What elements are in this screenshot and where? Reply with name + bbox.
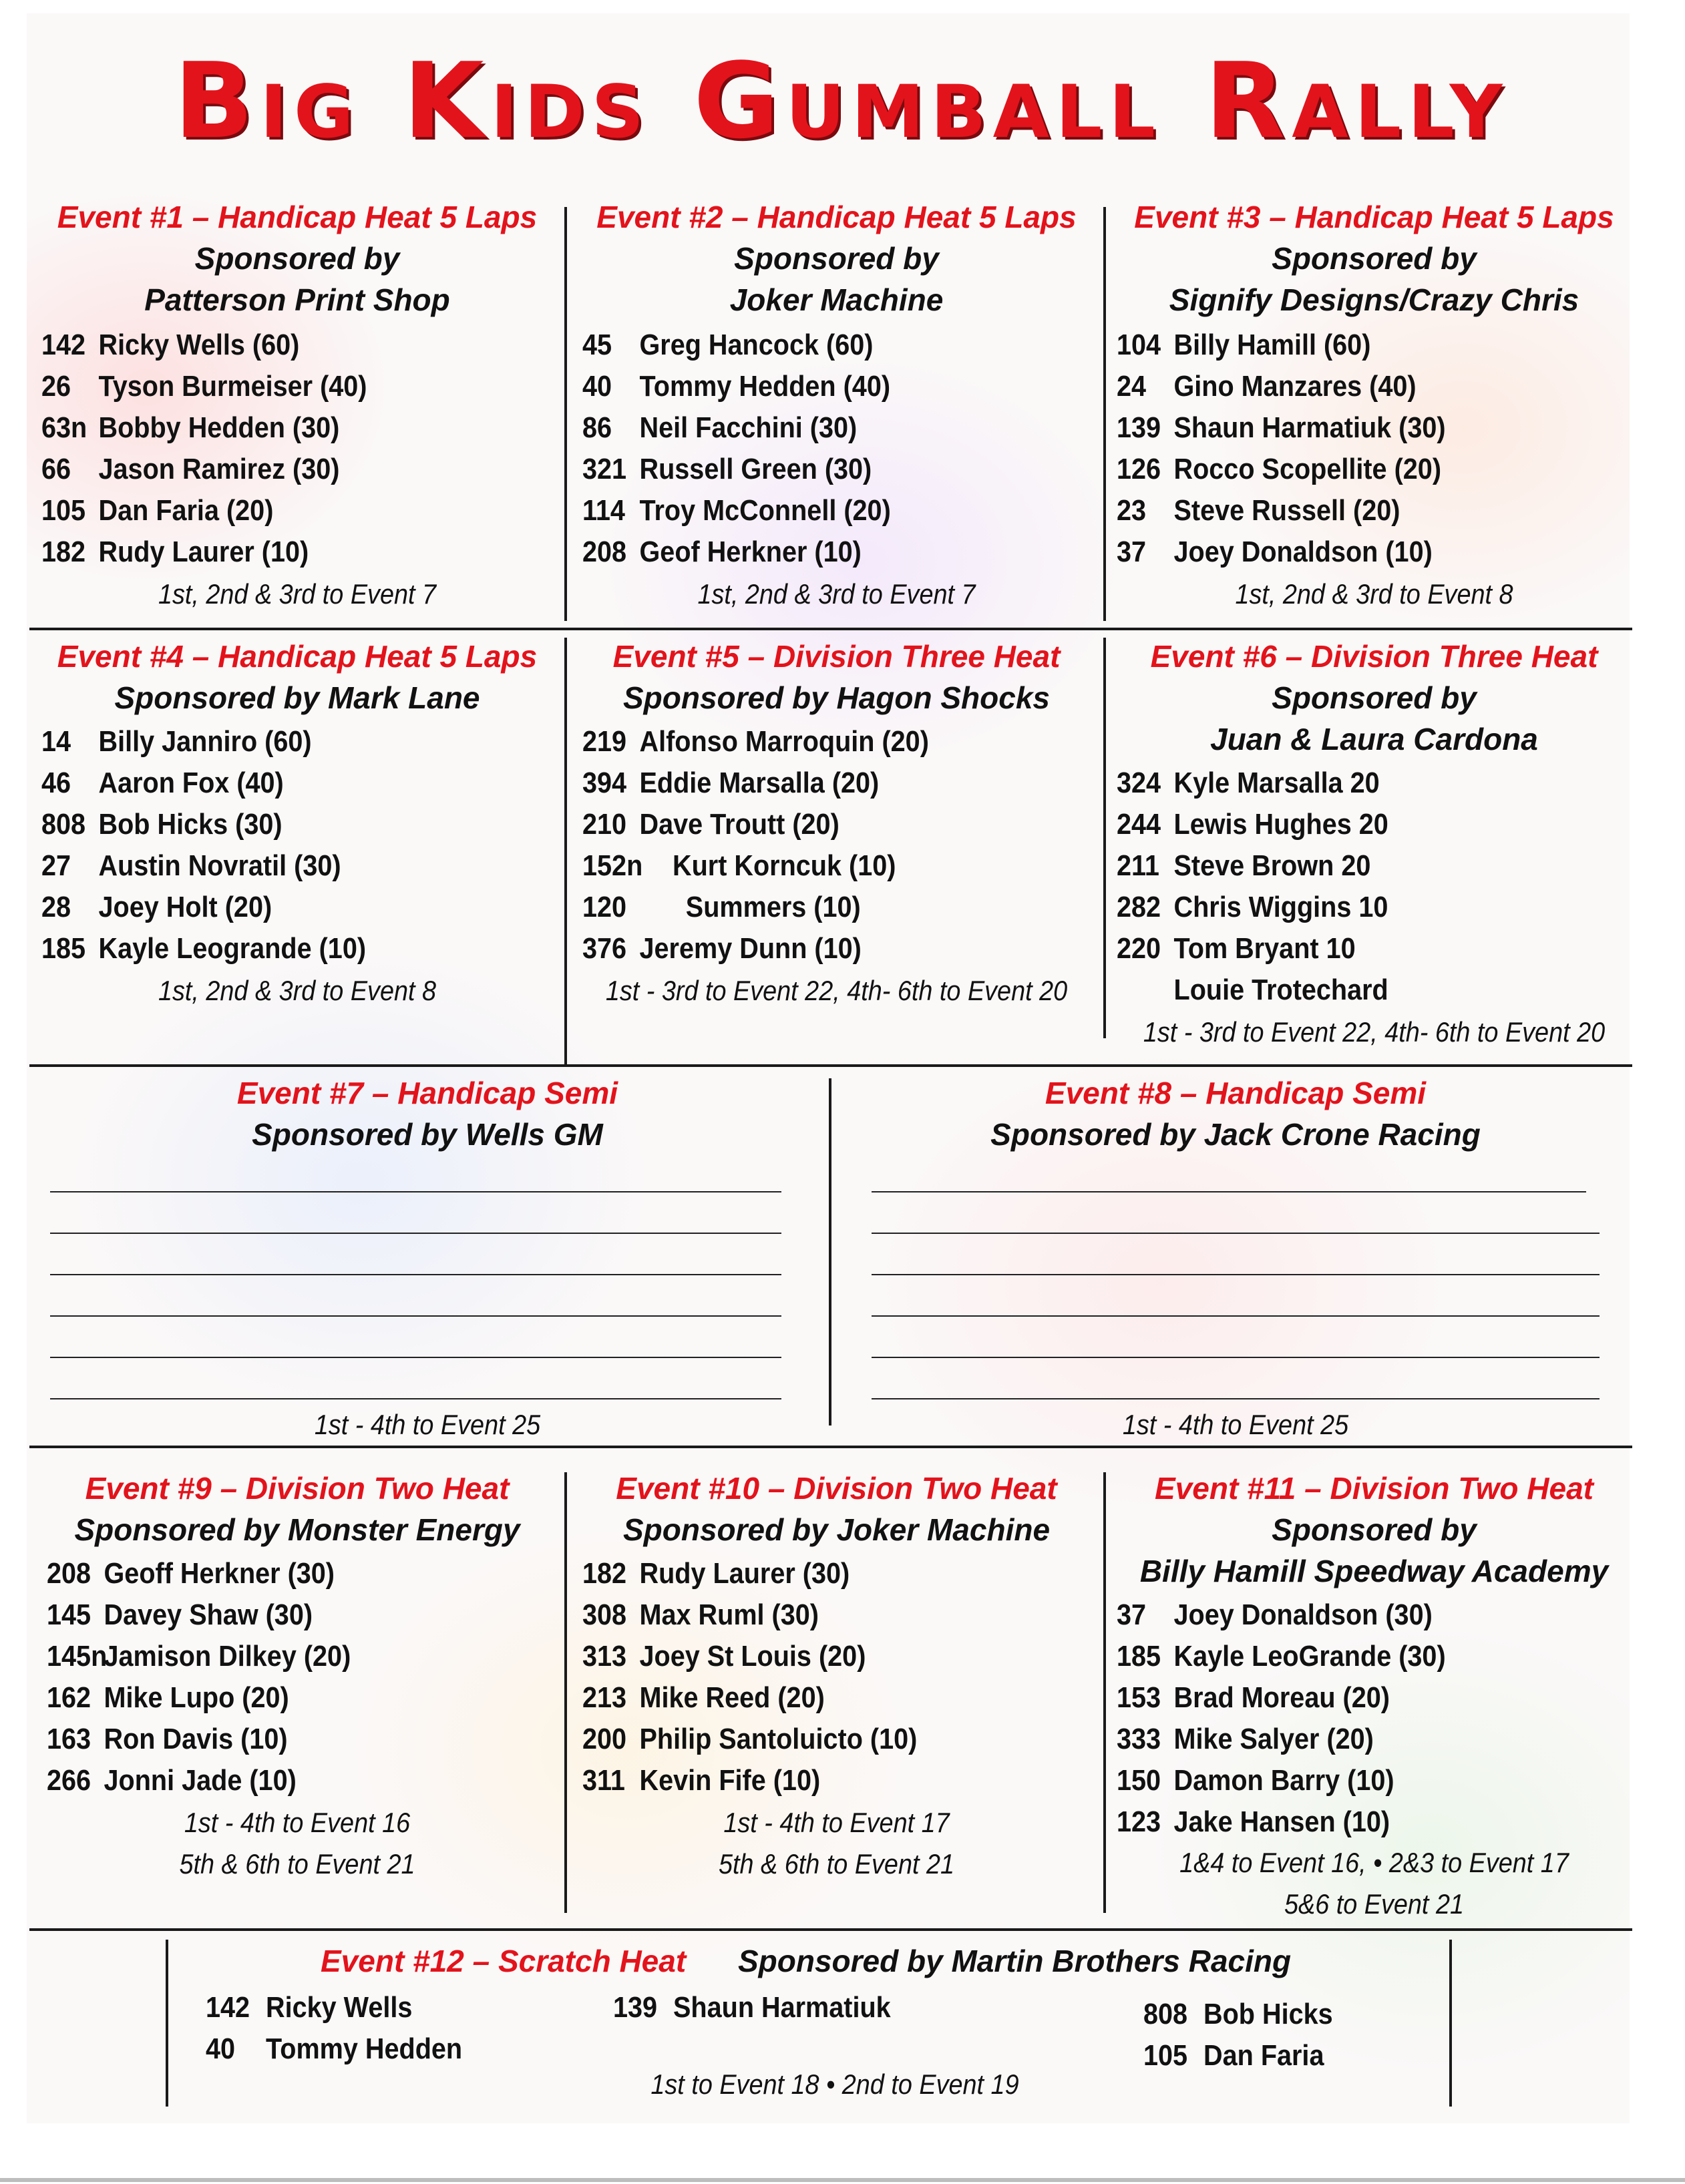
driver-row xyxy=(1117,1640,1446,1673)
page-edge xyxy=(0,2178,1685,2182)
driver-row xyxy=(41,535,309,569)
driver-row xyxy=(41,453,339,486)
car-number: 313 xyxy=(582,1640,627,1673)
car-number: 145n xyxy=(47,1640,108,1673)
car-number: 211 xyxy=(1117,849,1159,882)
driver-row xyxy=(41,329,299,362)
driver-row xyxy=(613,1991,891,2024)
driver-row xyxy=(1117,535,1433,569)
event-11-advancement: 5&6 to Event 21 xyxy=(1284,1888,1464,1920)
driver-row xyxy=(1117,1681,1390,1715)
driver-name: Dan Faria xyxy=(1203,2039,1324,2072)
driver-name: Joey Donaldson (10) xyxy=(1173,535,1433,568)
event-2-advancement: 1st, 2nd & 3rd to Event 7 xyxy=(697,578,976,610)
event-5-sponsor: Sponsored by Hagon Shocks xyxy=(623,680,1050,715)
event-4-title: Event #4 – Handicap Heat 5 Laps xyxy=(57,639,538,674)
driver-name: Max Ruml (30) xyxy=(639,1598,819,1631)
driver-row xyxy=(582,808,839,841)
driver-row xyxy=(41,494,273,527)
event-10-advancement: 5th & 6th to Event 21 xyxy=(718,1848,955,1880)
driver-row xyxy=(206,2032,462,2066)
event-11-sponsor-label: Sponsored by xyxy=(1272,1512,1477,1547)
driver-name: Mike Salyer (20) xyxy=(1173,1723,1374,1755)
car-number: 308 xyxy=(582,1598,627,1631)
write-in-line xyxy=(872,1191,1586,1192)
divider xyxy=(29,1928,1632,1931)
write-in-line xyxy=(50,1274,781,1275)
car-number: 27 xyxy=(41,849,71,882)
event-9-title: Event #9 – Division Two Heat xyxy=(85,1471,510,1506)
driver-row xyxy=(41,725,312,758)
write-in-line xyxy=(872,1398,1600,1399)
car-number: 14 xyxy=(41,725,71,758)
driver-row xyxy=(206,1991,412,2024)
driver-row xyxy=(582,891,861,924)
page-title: Big Kids Gumball Rally xyxy=(174,40,1509,162)
driver-row xyxy=(582,453,872,486)
car-number: 40 xyxy=(582,370,612,403)
divider xyxy=(29,1064,1632,1067)
driver-name: Rudy Laurer (30) xyxy=(639,1557,850,1590)
driver-row xyxy=(1117,1598,1433,1632)
car-number: 26 xyxy=(41,370,71,403)
car-number: 376 xyxy=(582,932,627,965)
car-number: 145 xyxy=(47,1598,91,1631)
driver-name: Geof Herkner (10) xyxy=(639,535,862,568)
driver-name: Greg Hancock (60) xyxy=(639,329,874,361)
event-11-advancement: 1&4 to Event 16, • 2&3 to Event 17 xyxy=(1179,1847,1569,1878)
driver-row xyxy=(582,1681,825,1715)
driver-name: Steve Russell (20) xyxy=(1173,494,1400,527)
car-number: 104 xyxy=(1117,329,1161,361)
car-number: 40 xyxy=(206,2032,236,2065)
driver-name: Tyson Burmeiser (40) xyxy=(98,370,367,403)
driver-row xyxy=(1117,411,1446,445)
car-number: 182 xyxy=(41,535,86,568)
driver-name: Rocco Scopellite (20) xyxy=(1173,453,1442,485)
event-3-sponsor-label: Sponsored by xyxy=(1272,241,1477,276)
car-number: 28 xyxy=(41,891,71,923)
driver-name: Kayle Leogrande (10) xyxy=(98,932,367,965)
driver-name: Rudy Laurer (10) xyxy=(98,535,309,568)
driver-row xyxy=(1143,1998,1333,2031)
driver-name: Russell Green (30) xyxy=(639,453,872,485)
car-number: 266 xyxy=(47,1764,91,1797)
event-5-title: Event #5 – Division Three Heat xyxy=(612,639,1061,674)
driver-name: Steve Brown 20 xyxy=(1173,849,1371,882)
event-1-advancement: 1st, 2nd & 3rd to Event 7 xyxy=(158,578,437,610)
driver-name: Kyle Marsalla 20 xyxy=(1173,767,1380,799)
write-in-line xyxy=(872,1274,1600,1275)
driver-name: Davey Shaw (30) xyxy=(104,1598,313,1631)
car-number: 142 xyxy=(41,329,86,361)
driver-row xyxy=(582,411,857,445)
divider xyxy=(564,207,567,621)
driver-row xyxy=(582,1640,866,1673)
driver-row xyxy=(582,725,929,758)
car-number: 37 xyxy=(1117,1598,1147,1631)
driver-name: Ricky Wells xyxy=(266,1991,413,2024)
car-number: 162 xyxy=(47,1681,91,1714)
driver-row xyxy=(47,1640,351,1673)
event-8-title: Event #8 – Handicap Semi xyxy=(1045,1076,1427,1110)
car-number: 220 xyxy=(1117,932,1161,965)
driver-row xyxy=(1117,932,1356,965)
driver-name: Kevin Fife (10) xyxy=(639,1764,821,1797)
event-12-sponsor: Sponsored by Martin Brothers Racing xyxy=(738,1944,1292,1978)
car-number: 808 xyxy=(1143,1998,1188,2030)
divider xyxy=(1103,638,1106,1038)
event-1-title: Event #1 – Handicap Heat 5 Laps xyxy=(57,200,538,234)
car-number: 46 xyxy=(41,767,71,799)
driver-name: Jonni Jade (10) xyxy=(104,1764,297,1797)
car-number: 114 xyxy=(582,494,625,527)
car-number: 45 xyxy=(582,329,612,361)
event-1-sponsor-name: Patterson Print Shop xyxy=(144,282,450,317)
car-number: 86 xyxy=(582,411,612,444)
driver-name: Louie Trotechard xyxy=(1173,973,1388,1006)
driver-row xyxy=(1117,1764,1394,1797)
driver-name: Ricky Wells (60) xyxy=(98,329,300,361)
divider xyxy=(1449,1940,1452,2107)
event-2-sponsor-label: Sponsored by xyxy=(734,241,939,276)
divider xyxy=(166,1940,168,2107)
write-in-line xyxy=(50,1398,781,1399)
driver-name: Bob Hicks xyxy=(1203,1998,1333,2030)
divider xyxy=(29,1446,1632,1448)
driver-name: Brad Moreau (20) xyxy=(1173,1681,1390,1714)
event-9-advancement: 5th & 6th to Event 21 xyxy=(179,1848,415,1880)
driver-row xyxy=(41,411,339,445)
driver-row xyxy=(1117,767,1380,800)
event-8-sponsor: Sponsored by Jack Crone Racing xyxy=(990,1117,1481,1152)
driver-name: Aaron Fox (40) xyxy=(98,767,284,799)
driver-name: Jake Hansen (10) xyxy=(1173,1805,1390,1838)
car-number: 120 xyxy=(582,891,627,923)
event-10-advancement: 1st - 4th to Event 17 xyxy=(723,1807,950,1838)
divider xyxy=(1103,1472,1106,1913)
divider xyxy=(29,628,1632,630)
event-2-sponsor-name: Joker Machine xyxy=(729,282,944,317)
event-7-title: Event #7 – Handicap Semi xyxy=(236,1076,618,1110)
car-number: 185 xyxy=(1117,1640,1161,1673)
car-number: 37 xyxy=(1117,535,1147,568)
car-number: 152n xyxy=(582,849,643,882)
driver-name: Kayle LeoGrande (30) xyxy=(1173,1640,1446,1673)
event-5-advancement: 1st - 3rd to Event 22, 4th- 6th to Event 20 xyxy=(605,975,1068,1006)
driver-row xyxy=(1117,1805,1390,1839)
car-number: 139 xyxy=(613,1991,658,2024)
event-12-advancement: 1st to Event 18 • 2nd to Event 19 xyxy=(650,2068,1019,2100)
driver-row xyxy=(41,891,272,924)
write-in-line xyxy=(872,1233,1600,1234)
car-number: 311 xyxy=(582,1764,625,1797)
driver-row xyxy=(582,932,862,965)
event-6-sponsor-name: Juan & Laura Cardona xyxy=(1210,722,1538,756)
driver-name: Austin Novratil (30) xyxy=(98,849,341,882)
driver-name: Tommy Hedden (40) xyxy=(639,370,891,403)
driver-name: Chris Wiggins 10 xyxy=(1173,891,1388,923)
event-11-title: Event #11 – Division Two Heat xyxy=(1155,1471,1594,1506)
car-number: 126 xyxy=(1117,453,1161,485)
car-number: 200 xyxy=(582,1723,627,1755)
event-7-sponsor: Sponsored by Wells GM xyxy=(252,1117,603,1152)
car-number: 63n xyxy=(41,411,87,444)
event-11-sponsor-name: Billy Hamill Speedway Academy xyxy=(1139,1554,1609,1588)
driver-name: Summers (10) xyxy=(685,891,861,923)
driver-row xyxy=(582,767,879,800)
driver-name: Bobby Hedden (30) xyxy=(98,411,340,444)
car-number: 150 xyxy=(1117,1764,1161,1797)
car-number: 210 xyxy=(582,808,627,841)
car-number: 139 xyxy=(1117,411,1161,444)
event-3-advancement: 1st, 2nd & 3rd to Event 8 xyxy=(1235,578,1513,610)
driver-name: Geoff Herkner (30) xyxy=(104,1557,335,1590)
driver-row xyxy=(1117,849,1370,883)
driver-row xyxy=(41,849,341,883)
car-number: 219 xyxy=(582,725,627,758)
car-number: 244 xyxy=(1117,808,1161,841)
car-number: 185 xyxy=(41,932,86,965)
divider xyxy=(829,1078,831,1426)
car-number: 321 xyxy=(582,453,627,485)
driver-name: Joey Donaldson (30) xyxy=(1173,1598,1433,1631)
driver-row xyxy=(41,767,284,800)
driver-name: Kurt Korncuk (10) xyxy=(673,849,896,882)
driver-name: Dan Faria (20) xyxy=(98,494,274,527)
driver-row xyxy=(47,1723,288,1756)
car-number: 208 xyxy=(47,1557,91,1590)
event-6-sponsor-label: Sponsored by xyxy=(1272,680,1477,715)
driver-row xyxy=(582,1598,819,1632)
driver-row xyxy=(47,1764,297,1797)
car-number: 163 xyxy=(47,1723,91,1755)
event-3-title: Event #3 – Handicap Heat 5 Laps xyxy=(1134,200,1614,234)
driver-name: Joey Holt (20) xyxy=(98,891,272,923)
event-4-advancement: 1st, 2nd & 3rd to Event 8 xyxy=(158,975,437,1006)
car-number: 213 xyxy=(582,1681,627,1714)
driver-row xyxy=(582,329,873,362)
event-7-advancement: 1st - 4th to Event 25 xyxy=(314,1409,541,1440)
divider xyxy=(1103,207,1106,621)
event-8-advancement: 1st - 4th to Event 25 xyxy=(1122,1409,1349,1440)
car-number: 208 xyxy=(582,535,627,568)
car-number: 153 xyxy=(1117,1681,1161,1714)
driver-name: Neil Facchini (30) xyxy=(639,411,858,444)
event-2-title: Event #2 – Handicap Heat 5 Laps xyxy=(596,200,1077,234)
write-in-line xyxy=(50,1357,781,1358)
driver-row xyxy=(41,808,283,841)
driver-row xyxy=(1117,370,1417,403)
driver-name: Billy Hamill (60) xyxy=(1173,329,1371,361)
write-in-line xyxy=(872,1315,1600,1317)
car-number: 182 xyxy=(582,1557,627,1590)
driver-row xyxy=(1117,453,1441,486)
car-number: 123 xyxy=(1117,1805,1161,1838)
driver-name: Bob Hicks (30) xyxy=(98,808,283,841)
driver-name: Dave Troutt (20) xyxy=(639,808,839,841)
driver-name: Tom Bryant 10 xyxy=(1173,932,1356,965)
driver-name: Troy McConnell (20) xyxy=(639,494,891,527)
driver-row xyxy=(47,1681,289,1715)
divider xyxy=(564,1472,567,1913)
driver-row xyxy=(47,1598,313,1632)
write-in-line xyxy=(872,1357,1600,1358)
driver-name: Mike Lupo (20) xyxy=(104,1681,289,1714)
driver-name: Shaun Harmatiuk xyxy=(673,1991,891,2024)
driver-name: Jamison Dilkey (20) xyxy=(104,1640,351,1673)
event-10-title: Event #10 – Division Two Heat xyxy=(616,1471,1057,1506)
car-number: 24 xyxy=(1117,370,1147,403)
driver-name: Damon Barry (10) xyxy=(1173,1764,1394,1797)
driver-row xyxy=(582,1723,917,1756)
driver-row xyxy=(582,849,896,883)
write-in-line xyxy=(50,1315,781,1317)
car-number: 324 xyxy=(1117,767,1161,799)
car-number: 23 xyxy=(1117,494,1147,527)
driver-name: Joey St Louis (20) xyxy=(639,1640,866,1673)
driver-row xyxy=(582,1764,820,1797)
driver-row xyxy=(1117,891,1388,924)
car-number: 282 xyxy=(1117,891,1161,923)
driver-row xyxy=(582,494,891,527)
divider xyxy=(564,638,567,1065)
driver-row xyxy=(582,1557,850,1590)
driver-row xyxy=(1117,329,1370,362)
event-12-title: Event #12 – Scratch Heat xyxy=(321,1944,687,1978)
event-10-sponsor: Sponsored by Joker Machine xyxy=(622,1512,1051,1547)
driver-row xyxy=(582,535,862,569)
driver-name: Alfonso Marroquin (20) xyxy=(639,725,929,758)
car-number: 808 xyxy=(41,808,86,841)
event-1-sponsor-label: Sponsored by xyxy=(194,241,400,276)
driver-name: Jason Ramirez (30) xyxy=(98,453,340,485)
event-3-sponsor-name: Signify Designs/Crazy Chris xyxy=(1169,282,1579,317)
driver-name: Mike Reed (20) xyxy=(639,1681,825,1714)
car-number: 394 xyxy=(582,767,627,799)
driver-row xyxy=(1117,1723,1374,1756)
event-9-sponsor: Sponsored by Monster Energy xyxy=(74,1512,520,1547)
write-in-line xyxy=(50,1233,781,1234)
driver-name: Billy Janniro (60) xyxy=(98,725,312,758)
driver-row xyxy=(1117,973,1388,1007)
driver-name: Ron Davis (10) xyxy=(104,1723,288,1755)
driver-name: Jeremy Dunn (10) xyxy=(639,932,862,965)
car-number: 105 xyxy=(1143,2039,1188,2072)
driver-row xyxy=(41,932,366,965)
car-number: 105 xyxy=(41,494,86,527)
driver-row xyxy=(1117,808,1388,841)
driver-name: Shaun Harmatiuk (30) xyxy=(1173,411,1446,444)
car-number: 142 xyxy=(206,1991,250,2024)
driver-row xyxy=(1143,2039,1324,2072)
event-9-advancement: 1st - 4th to Event 16 xyxy=(184,1807,411,1838)
driver-row xyxy=(582,370,890,403)
driver-name: Philip Santoluicto (10) xyxy=(639,1723,918,1755)
driver-row xyxy=(47,1557,335,1590)
driver-name: Gino Manzares (40) xyxy=(1173,370,1417,403)
car-number: 66 xyxy=(41,453,71,485)
driver-row xyxy=(41,370,367,403)
driver-name: Eddie Marsalla (20) xyxy=(639,767,880,799)
event-6-advancement: 1st - 3rd to Event 22, 4th- 6th to Event 20 xyxy=(1143,1016,1606,1048)
driver-name: Lewis Hughes 20 xyxy=(1173,808,1388,841)
driver-name: Tommy Hedden xyxy=(266,2032,463,2065)
event-6-title: Event #6 – Division Three Heat xyxy=(1150,639,1598,674)
driver-row xyxy=(1117,494,1400,527)
write-in-line xyxy=(50,1191,781,1192)
car-number: 333 xyxy=(1117,1723,1161,1755)
event-4-sponsor: Sponsored by Mark Lane xyxy=(114,680,480,715)
